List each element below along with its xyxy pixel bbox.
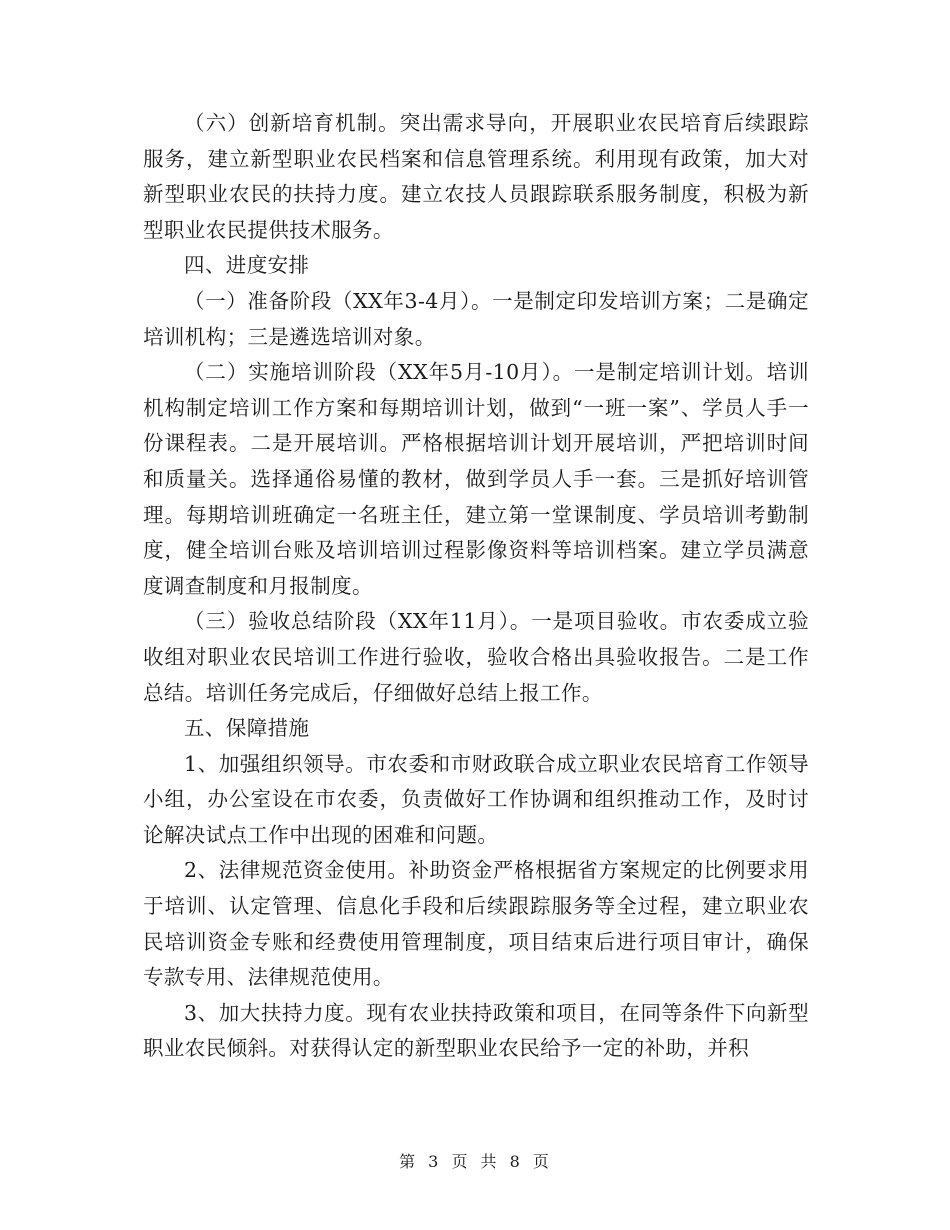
paragraph-fund-usage: 2、法律规范资金使用。补助资金严格根据省方案规定的比例要求用于培训、认定管理、信息化手段和后续跟踪服务等全过程，建立职业农民培训资金专账和经费使用管理制度，项目结束后进行项目审计，确保专款专用、法律规范使用。 [143, 858, 809, 990]
paragraph-acceptance-stage: （三）验收总结阶段（XX年11月）。一是项目验收。市农委成立验收组对职业农民培训工作进行验收，验收合格出具验收报告。二是工作总结。培训任务完成后，仔细做好总结上报工作。 [143, 609, 809, 705]
paragraph-organization-leadership: 1、加强组织领导。市农委和市财政联合成立职业农民培育工作领导小组，办公室设在市农委，负责做好工作协调和组织推动工作，及时讨论解决试点工作中出现的困难和问题。 [143, 751, 809, 847]
paragraph-implementation-stage: （二）实施培训阶段（XX年5月-10月）。一是制定培训计划。培训机构制定培训工作方案和每期培训计划，做到“一班一案”、学员人手一份课程表。二是开展培训。严格根据培训计划开展培训，严把培训时间和质量关。选择通俗易懂的教材，做到学员人手一套。三是抓好培训管理。每期培训班确定一名班主任，建立第一堂课制度、学员培训考勤制度，健全培训台账及培训培训过程影像资料等培训档案。建立学员满意度调查制度和月报制度。 [143, 360, 809, 598]
section-heading-safeguards: 五、保障措施 [184, 716, 310, 741]
paragraph-preparation-stage: （一）准备阶段（XX年3-4月）。一是制定印发培训方案；二是确定培训机构；三是遴选培训对象。 [143, 288, 809, 349]
paragraph-support-strength: 3、加大扶持力度。现有农业扶持政策和项目，在同等条件下向新型职业农民倾斜。对获得认定的新型职业农民给予一定的补助，并积 [143, 1000, 809, 1061]
section-heading-schedule: 四、进度安排 [184, 253, 310, 278]
document-body [143, 106, 809, 1067]
paragraph-innovation-mechanism: （六）创新培育机制。突出需求导向，开展职业农民培育后续跟踪服务，建立新型职业农民档案和信息管理系统。利用现有政策，加大对新型职业农民的扶持力度。建立农技人员跟踪联系服务制度，积极为新型职业农民提供技术服务。 [143, 111, 809, 242]
page-number-footer: 第 3 页 共 8 页 [399, 1152, 551, 1171]
